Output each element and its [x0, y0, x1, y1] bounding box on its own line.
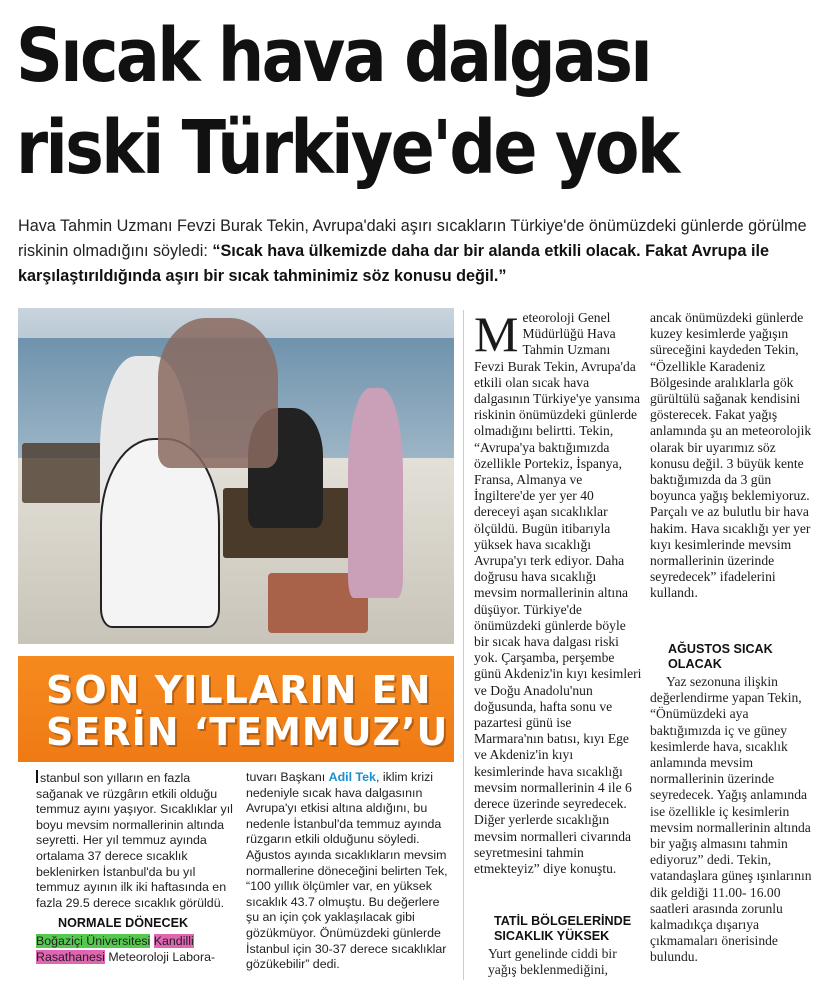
sidebar-text-1: stanbul son yılların en fazla sağanak ve rüzgârın etkili olduğu temmuz ayını yaşıyor. Sıcaklıklar yıl boyu mevsim normallerinin altında seyretti. Her yıl temmuz ayında ortalama 37 derece sıcaklık beklenirken İstanbul'da bu yıl temmuz ayının ilk iki haftasında en fazla 29.5 derece sıcaklık görüldü. — [36, 771, 233, 910]
sidebar-text-3b: , iklim krizi nedeniyle sıcak hava dalgasının Avrupa'yı etkisi altına aldığını, bu nedenle İstanbul'da temmuz ayında rüzgarın etkili olduğunu söyledi. Ağustos ayında sıcaklıkların mevsim normallerine döneceğini belirten Tek, “100 yıllık ölçümler var, en yüksek sıcaklık 43.7 olmuştu. Bu değerlere şu an için çok yaklaşılacak gibi gözükmüyor. Önümüzdeki günlerde İstanbul için 30-37 derece sıcaklıklar gözükebilir” dedi. — [246, 770, 448, 972]
sidebar-paragraph-1 — [36, 770, 238, 911]
main-paragraph-1 — [474, 306, 642, 877]
column-divider — [463, 310, 464, 980]
main-paragraph-3 — [650, 310, 816, 602]
dropcap: M — [474, 306, 519, 362]
headline — [16, 10, 720, 194]
promenade-photo — [18, 308, 454, 644]
subhead-tatil-bolgelerinde: TATİL BÖLGELERİNDE SICAKLIK YÜKSEK — [494, 914, 632, 943]
main-text-1: eteoroloji Genel Müdürlüğü Hava Tahmin Uzmanı Fevzi Burak Tekin, Avrupa'da etkili olan sıcak hava dalgasının Türkiye'ye yansıma riskinin önümüzdeki günlerde olmadığını belirtti. Tekin, “Avrupa'ya baktığımızda özellikle Portekiz, İspanya, Fransa, Almanya ve İngiltere'de yer yer 40 dereceyi aşan sıcaklıklar ölçüldü. Bugün itibarıyla yüksek hava sıcaklığı Avrupa'yı terk ediyor. Daha doğrusu hava sıcaklığı mevsim normallerinin altına düşüyor. Türkiye'de önümüzdeki günlerde böyle bir sıcak hava dalgası riski yok. Çarşamba, perşembe günü Akdeniz'in kıyı kesimleri ve Doğu Anadolu'nun doğusunda, hafta sonu ve pazartesi günü ise Marmara'nın batısı, kıyı Ege ve Akdeniz'in kıyı kesimlerinde hava sıcaklığı mevsim normallerinin 4 ile 6 derece üzerinde seyredecek. Diğer yerlerde sıcaklığın mevsim normalleri civarında seyretmesini tahmin etmekteyiz” diye konuştu. — [474, 310, 642, 876]
walking-group — [158, 318, 278, 468]
sidebar-title-line-1: SON YILLARIN EN — [46, 668, 432, 712]
bench-left — [22, 443, 102, 503]
sidebar-paragraph-3 — [246, 770, 452, 973]
sidebar-text-2: Meteoroloji Labora- — [104, 949, 216, 964]
name-adil-tek: Adil Tek — [328, 770, 376, 784]
main-column-2 — [650, 310, 816, 602]
deck — [18, 214, 814, 289]
highlight-bogazici: Boğaziçi Üniversitesi — [36, 934, 151, 948]
girl-with-flowers — [348, 388, 403, 598]
headline-line-1: Sıcak hava dalgası — [16, 13, 651, 99]
main-text-4: Yaz sezonuna ilişkin değerlendirme yapan Tekin, “Önümüzdeki aya baktığımızda iç ve güney kesimlerde hava, sıcaklık anlamında mevsim normallerinin üzerinde seyredecek. Yağış anlamında ise özellikle iç kesimlerin mevsim normallerinin altında bir yağış almasını tahmin ediyoruz” dedi. Tekin, vatandaşlara güneş ışınlarının dik geldiği 11.00- 16.00 saatleri arasında zorunlu kalmadıkça dışarıya çıkmamaları önerisinde bulundu. — [650, 674, 812, 965]
main-paragraph-4 — [650, 674, 816, 966]
highlight-kandilli: Kandilli Rasathanesi — [36, 934, 194, 964]
main-text-3: ancak önümüzdeki günlerde kuzey kesimlerde yağışın süreceğini kaydeden Tekin, “Özellikle Karadeniz Bölgesinde aralıklarla gök gürültülü sağanak kendisini gösterecek. Fakat yağış anlamında şu an meteorolojik olarak bir uyarımız söz konusu değil. 3 büyük kente baktığımızda da 3 gün boyunca yağış beklemiyoruz. Parçalı ve az bulutlu bir hava hakim. Hava sıcaklığı yer yer kıyı kesimlerinde mevsim normallerinin üzerinde seyredecek” ifadelerini kullandı. — [650, 310, 812, 601]
main-column-1 — [474, 306, 642, 877]
deck-quote: “Sıcak hava ülkemizde daha dar bir alanda etkili olacak. Fakat Avrupa ile karşılaştırıldığında aşırı bir sıcak tahminimiz söz konusu değil.” — [18, 242, 769, 285]
sidebar-title-box — [18, 656, 454, 762]
deck-intro: Hava Tahmin Uzmanı Fevzi Burak Tekin, Avrupa'daki aşırı sıcakların Türkiye'de önümüzdeki günlerde görülme riskinin olmadığını söyledi: — [18, 217, 807, 260]
sidebar-title-line-2: SERİN ‘TEMMUZ’U — [46, 710, 449, 754]
initial-bar-icon — [36, 770, 38, 783]
main-paragraph-2 — [474, 946, 642, 978]
sidebar-column-1 — [36, 770, 238, 911]
sidebar-text-3a: tuvarı Başkanı — [246, 770, 329, 784]
sidebar-paragraph-2 — [36, 934, 238, 965]
headline-line-2: riski Türkiye'de yok — [16, 105, 678, 191]
subhead-normale-donecek: NORMALE DÖNECEK — [58, 916, 189, 930]
main-text-2: Yurt genelinde ciddi bir yağış beklenmediğini, — [488, 946, 617, 978]
sidebar-column-2 — [246, 770, 452, 973]
subhead-agustos-sicak: AĞUSTOS SICAK OLACAK — [668, 642, 773, 671]
